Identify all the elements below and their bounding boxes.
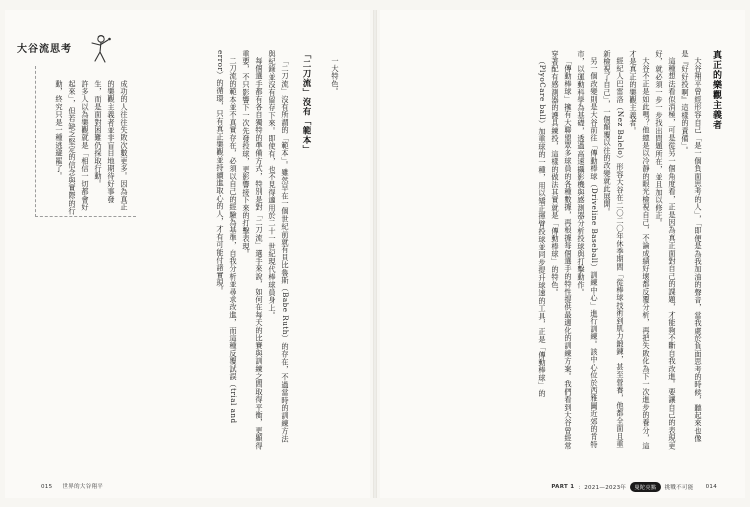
philosophy-box <box>17 40 132 215</box>
chapter-subtitle: 挑戰不可能 <box>664 485 694 491</box>
body-paragraph: 大谷不正是如此嗎？他總是以冷靜的眼光檢視自己，不論成績好壞都反覆分析，再把失敗化為下一次進步的養分，這才是真正的樂觀主義者。 <box>629 50 651 450</box>
philosophy-title: 大谷流思考 <box>17 44 72 55</box>
part-label: PART 1 <box>551 484 575 490</box>
body-paragraph: 這種想法看似消極，可是從另一個角度看，正是因為真正面對自己的課題，才能夠不斷自我改進。要讓自己的表現更好，就必須一步一步找出問題所在，並且加以修正。 <box>655 50 677 450</box>
left-footer <box>41 482 103 490</box>
body-paragraph: 每個選手都有各自獨特的準備方式，特別是對「二刀流」選手來說，如何在每天的比賽與訓練之間取得平衡，更顯得重要，不只影響下一次先發投球，更影響接下來的打擊表現。 <box>242 50 264 450</box>
section-heading-two-way: 「二刀流」沒有「範本」 <box>301 50 311 155</box>
philosophy-text <box>49 80 131 215</box>
book-title: 世界的大谷翔平 <box>62 484 104 490</box>
body-paragraph: 「傳動棒球」擁有大聯盟眾多球員的各種數據，再根據每個選手的特性提供最適化的訓練方案。我們看到大谷曾經常穿著配有感測器的護具練投，這樣的做法其實就是「傳動棒球」的特色。 <box>551 50 573 450</box>
left-page <box>5 10 370 498</box>
body-paragraph: 大谷翔平曾經形容自己「是一個負面思考的人」，「即便是為我加油的聲音，當我處於負面思考的時候，聽起來也像是『好好投啊』這樣的責備」。 <box>681 50 703 443</box>
page-number-right: 014 <box>705 484 717 490</box>
baseball-pitcher-icon <box>87 34 113 70</box>
body-paragraph: （PlyoCare ball）加重球的一種，用以矯正揮臂投球並同步提升球速的工具，正是「傳動棒球」的 <box>538 57 547 398</box>
body-paragraph: 「二刀流」沒有所謂的「範本」。雖然早在一個世紀前就有貝比魯斯（Babe Ruth）的存在，不過當時的訓練方法與紀錄並沒有留存下來。即使有，也不見得適用於二十一世紀現代棒球員身上。 <box>268 50 290 443</box>
intro-paragraph: 一大特色。 <box>331 57 340 96</box>
section-heading-optimist: 真正的樂觀主義者 <box>711 50 721 130</box>
part-years: ：2021—2023年 <box>578 485 627 491</box>
right-page <box>380 10 745 498</box>
philosophy-paragraph: 成功的人往往失敗次數更多。因為真正的樂觀主義者並非盲目地期待好事發生，而是面對困難仍採取行動。 <box>94 80 129 211</box>
page-number-left: 015 <box>41 484 53 490</box>
body-paragraph: 二刀流的範本並不真實存在，必須以自己的經驗為基準，自我分析並尋求改進，而這種反覆試誤（trial and error）的循環，只有真正樂觀並持續進取心的人，才有可能付諸實現。 <box>216 50 238 424</box>
book-gutter <box>373 10 377 498</box>
left-article-body <box>152 50 292 450</box>
body-paragraph: 經紀人巴雷洛（Nez Balelo）形容大谷在二〇二〇年休季期間「從棒球技術到肌力鍛鍊，甚至營養，他都全面且重新檢視了自己」，一個顛覆以往的改變就此展開。 <box>603 50 625 449</box>
right-footer <box>551 482 717 492</box>
left-intro-text <box>322 50 342 450</box>
body-paragraph: 另一個改變則是大谷前往「傳動棒球（Driveline Baseball）訓練中心」進行訓練。該中心位於西雅圖近郊的肯特市，以運動科學為基礎，透過高速攝影機與感測器分析投球與打擊動作。 <box>577 50 599 449</box>
right-article-body <box>437 50 705 450</box>
philosophy-paragraph: 許多人以為樂觀就是「相信一切都會好起來」，但若缺乏堅定的信念與實際的行動，終究只是一種逃避罷了。 <box>55 80 90 215</box>
chapter-badge: 曼陀亮點 <box>630 482 660 492</box>
